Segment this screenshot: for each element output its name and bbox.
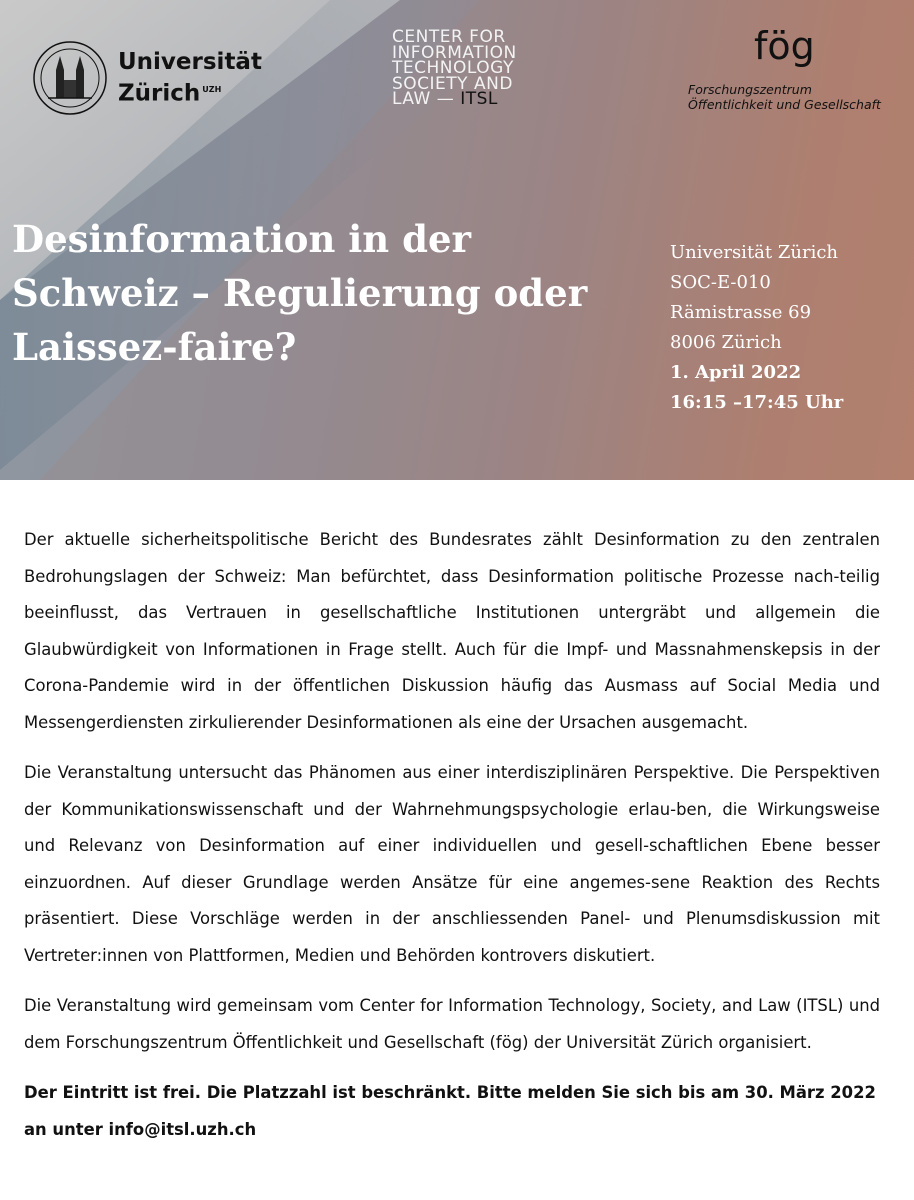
- uzh-seal-icon: [32, 40, 108, 116]
- event-title: [12, 212, 622, 374]
- uzh-name-line2: Zürich: [118, 80, 201, 107]
- itsl-line: INFORMATION: [392, 42, 517, 63]
- itsl-logo: [392, 27, 517, 109]
- event-date: 1. April 2022: [670, 362, 802, 383]
- itsl-line: CENTER FOR: [392, 27, 506, 47]
- venue-room: SOC-E-010: [670, 272, 771, 293]
- event-title-line: Desinformation in der: [12, 217, 471, 261]
- event-venue: [670, 238, 905, 418]
- fog-mark: fög: [754, 24, 815, 68]
- event-description: [24, 522, 880, 1162]
- uzh-logo: [32, 40, 262, 116]
- event-time: 16:15 –17:45 Uhr: [670, 392, 844, 413]
- fog-subtitle-line1: Forschungszentrum: [688, 82, 812, 97]
- event-title-line: Schweiz – Regulierung oder: [12, 271, 588, 315]
- header-banner: [0, 0, 914, 480]
- paragraph-organizers: Die Veranstaltung wird gemeinsam vom Center for Information Technology, Society, and Law (ITSL) und dem Forschungszentrum Öffentlichkeit und Gesellschaft (fög) der Universität Zürich organisiert.: [24, 996, 880, 1052]
- uzh-abbrev: UZH: [202, 85, 222, 95]
- venue-street: Rämistrasse 69: [670, 302, 812, 323]
- itsl-acronym: ITSL: [460, 89, 498, 109]
- itsl-line: TECHNOLOGY: [392, 58, 514, 78]
- event-title-line: Laissez-faire?: [12, 325, 297, 369]
- itsl-line: SOCIETY AND: [392, 73, 513, 94]
- venue-city: 8006 Zürich: [670, 332, 782, 353]
- fog-subtitle-line2: Öffentlichkeit und Gesellschaft: [688, 97, 881, 112]
- itsl-line-prefix: LAW —: [392, 89, 461, 109]
- paragraph-intro: Der aktuelle sicherheitspolitische Bericht des Bundesrates zählt Desinformation zu den zentralen Bedrohungslagen der Schweiz: Man befürchtet, dass Desinformation politische Prozesse nach-teilig beeinflusst, das Vertrauen in gesellschaftliche Institutionen untergräbt und allgemein die Glaubwürdigkeit von Informationen in Frage stellt. Auch für die Impf- und Massnahmenskepsis in der Corona-Pandemie wird in der öffentlichen Diskussion häufig das Ausmass auf Social Media und Messengerdiensten zirkulierender Desinformationen als eine der Ursachen ausgemacht.: [24, 530, 880, 732]
- paragraph-perspective: Die Veranstaltung untersucht das Phänomen aus einer interdisziplinären Perspektive. Die Perspektiven der Kommunikationswissenschaft und der Wahrnehmungspsychologie erlau-ben, die Wirkungsweise und Relevanz von Desinformation auf einer individuellen und gesell-schaftlichen Ebene besser einzuordnen. Auf dieser Grundlage werden Ansätze für eine angemes-sene Reaktion des Rechts präsentiert. Diese Vorschläge werden in der anschliessenden Panel- und Plenumsdiskussion mit Vertreter:innen von Plattformen, Medien und Behörden kontrovers diskutiert.: [24, 763, 880, 965]
- venue-university: Universität Zürich: [670, 242, 838, 263]
- paragraph-registration: Der Eintritt ist frei. Die Platzzahl ist beschränkt. Bitte melden Sie sich bis am 30. März 2022 an unter info@itsl.uzh.ch: [24, 1083, 876, 1139]
- uzh-name-line1: Universität: [118, 49, 262, 76]
